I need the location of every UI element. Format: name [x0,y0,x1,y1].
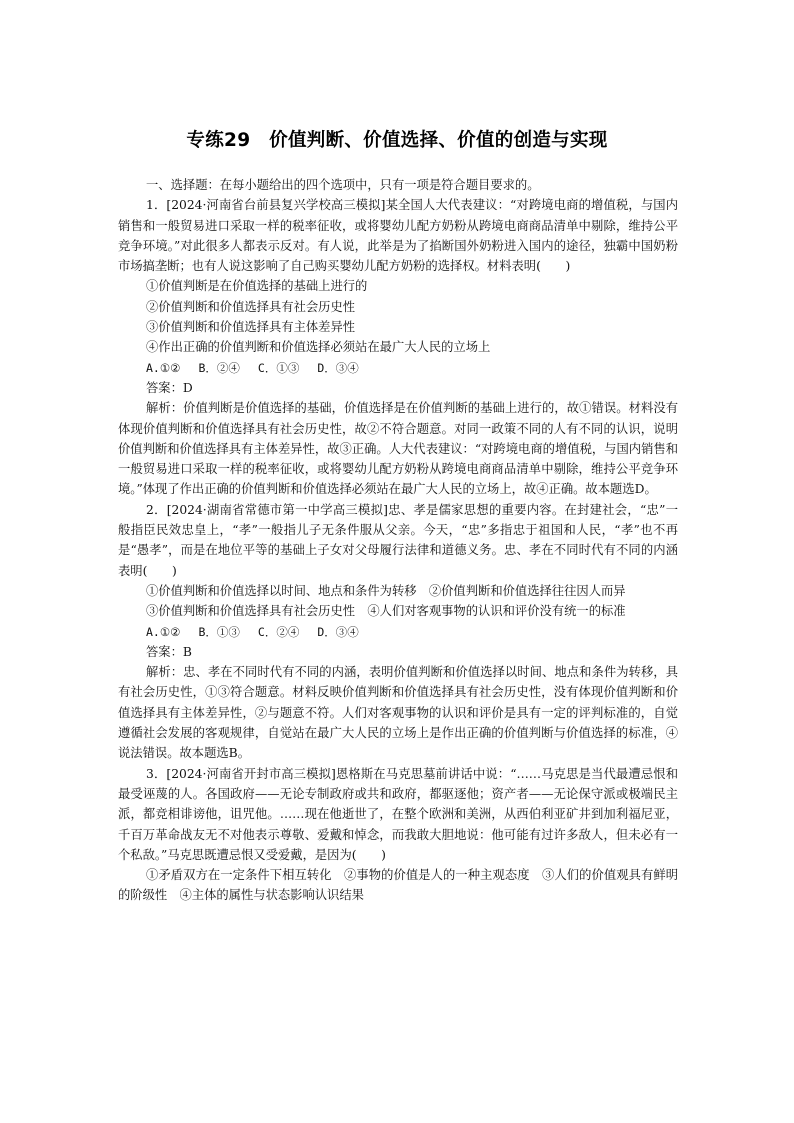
statement-item: ①价值判断和价值选择以时间、地点和条件为转移 ②价值判断和价值选择往往因人而异 [146,583,626,598]
section-heading: 一、选择题：在每小题给出的四个选项中，只有一项是符合题目要求的。 [146,178,540,192]
option-a: A.①② [146,360,181,375]
option-c: C．①③ [257,360,300,375]
statement-item: ③价值判断和价值选择具有主体差异性 [146,320,356,335]
option-b: B．②④ [198,360,240,375]
document-body [118,175,678,906]
option-b: B．①③ [198,624,240,639]
page-title: 专练29 价值判断、价值选择、价值的创造与实现 [186,130,608,151]
analysis-text: 解析：忠、孝在不同时代有不同的内涵，表明价值判断和价值选择以时间、地点和条件为转移，具有社会历史性，①③符合题意。材料反映价值判断和价值选择具有社会历史性，没有体现价值判断和价值选择具有主体差异性，②与题意不符。人们对客观事物的认识和评价是具有一定的评判标准的，自觉遵循社会发展的客观规律，自觉站在最广大人民的立场上是作出正确的价值判断与价值选择的标准，④说法错误。故本题选B。 [118,665,678,761]
question-stem: 3．[2024·河南省开封市高三模拟]恩格斯在马克思墓前讲话中说：“……马克思是当代最遭忌恨和最受诬蔑的人。各国政府——无论专制政府或共和政府，都驱逐他；资产者——无论保守派或极端民主派，都竞相诽谤他，诅咒他。……现在他逝世了，在整个欧洲和美洲，从西伯利亚矿井到加利福尼亚，千百万革命战友无不对他表示尊敬、爱戴和悼念，而我敢大胆地说：他可能有过许多敌人，但未必有一个私敌。”马克思既遭忌恨又受爱戴，是因为( ) [118,766,678,862]
answer-line: 答案：B [146,644,192,659]
question-3 [118,764,678,906]
statement-item: ③价值判断和价值选择具有社会历史性 ④人们对客观事物的认识和评价没有统一的标准 [146,604,626,619]
question-1 [118,195,678,499]
answer-line: 答案：D [146,380,193,395]
question-stem: 2．[2024·湖南省常德市第一中学高三模拟]忠、孝是儒家思想的重要内容。在封建社会，“忠”一般指臣民效忠皇上，“孝”一般指儿子无条件服从父亲。今天，“忠”多指忠于祖国和人民，“孝”也不再是“愚孝”，而是在地位平等的基础上子女对父母履行法律和道德义务。忠、孝在不同时代有不同的内涵表明( ) [118,502,678,578]
option-c: C．②④ [257,624,300,639]
answer-options [118,622,678,642]
answer-options [118,358,678,378]
statement-item: ④作出正确的价值判断和价值选择必须站在最广大人民的立场上 [146,340,491,355]
statement-item: ①价值判断是在价值选择的基础上进行的 [146,279,368,294]
question-stem: 1．[2024·河南省台前县复兴学校高三模拟]某全国人大代表建议：“对跨境电商的增值税，与国内销售和一般贸易进口采取一样的税率征收，或将婴幼儿配方奶粉从跨境电商商品清单中剔除，维持公平竞争环境。”对此很多人都表示反对。有人说，此举是为了掐断国外奶粉进入国内的途径，独霸中国奶粉市场搞垄断；也有人说这影响了自己购买婴幼儿配方奶粉的选择权。材料表明( ) [118,198,678,274]
option-a: A.①② [146,624,181,639]
option-d: D．③④ [317,624,359,639]
analysis-text: 解析：价值判断是价值选择的基础，价值选择是在价值判断的基础上进行的，故①错误。材料没有体现价值判断和价值选择具有社会历史性，故②不符合题意。对同一政策不同的人有不同的认识，说明价值判断和价值选择具有主体差异性，故③正确。人大代表建议：“对跨境电商的增值税，与国内销售和一般贸易进口采取一样的税率征收，或将婴幼儿配方奶粉从跨境电商商品清单中剔除，维持公平竞争环境。”体现了作出正确的价值判断和价值选择必须站在最广大人民的立场上，故④正确。故本题选D。 [118,401,678,497]
option-d: D．③④ [317,360,359,375]
question-2 [118,500,678,764]
statement-item: ①矛盾双方在一定条件下相互转化 ②事物的价值是人的一种主观态度 ③人们的价值观具有鲜明的阶级性 ④主体的属性与状态影响认识结果 [118,868,678,903]
statement-item: ②价值判断和价值选择具有社会历史性 [146,299,356,314]
